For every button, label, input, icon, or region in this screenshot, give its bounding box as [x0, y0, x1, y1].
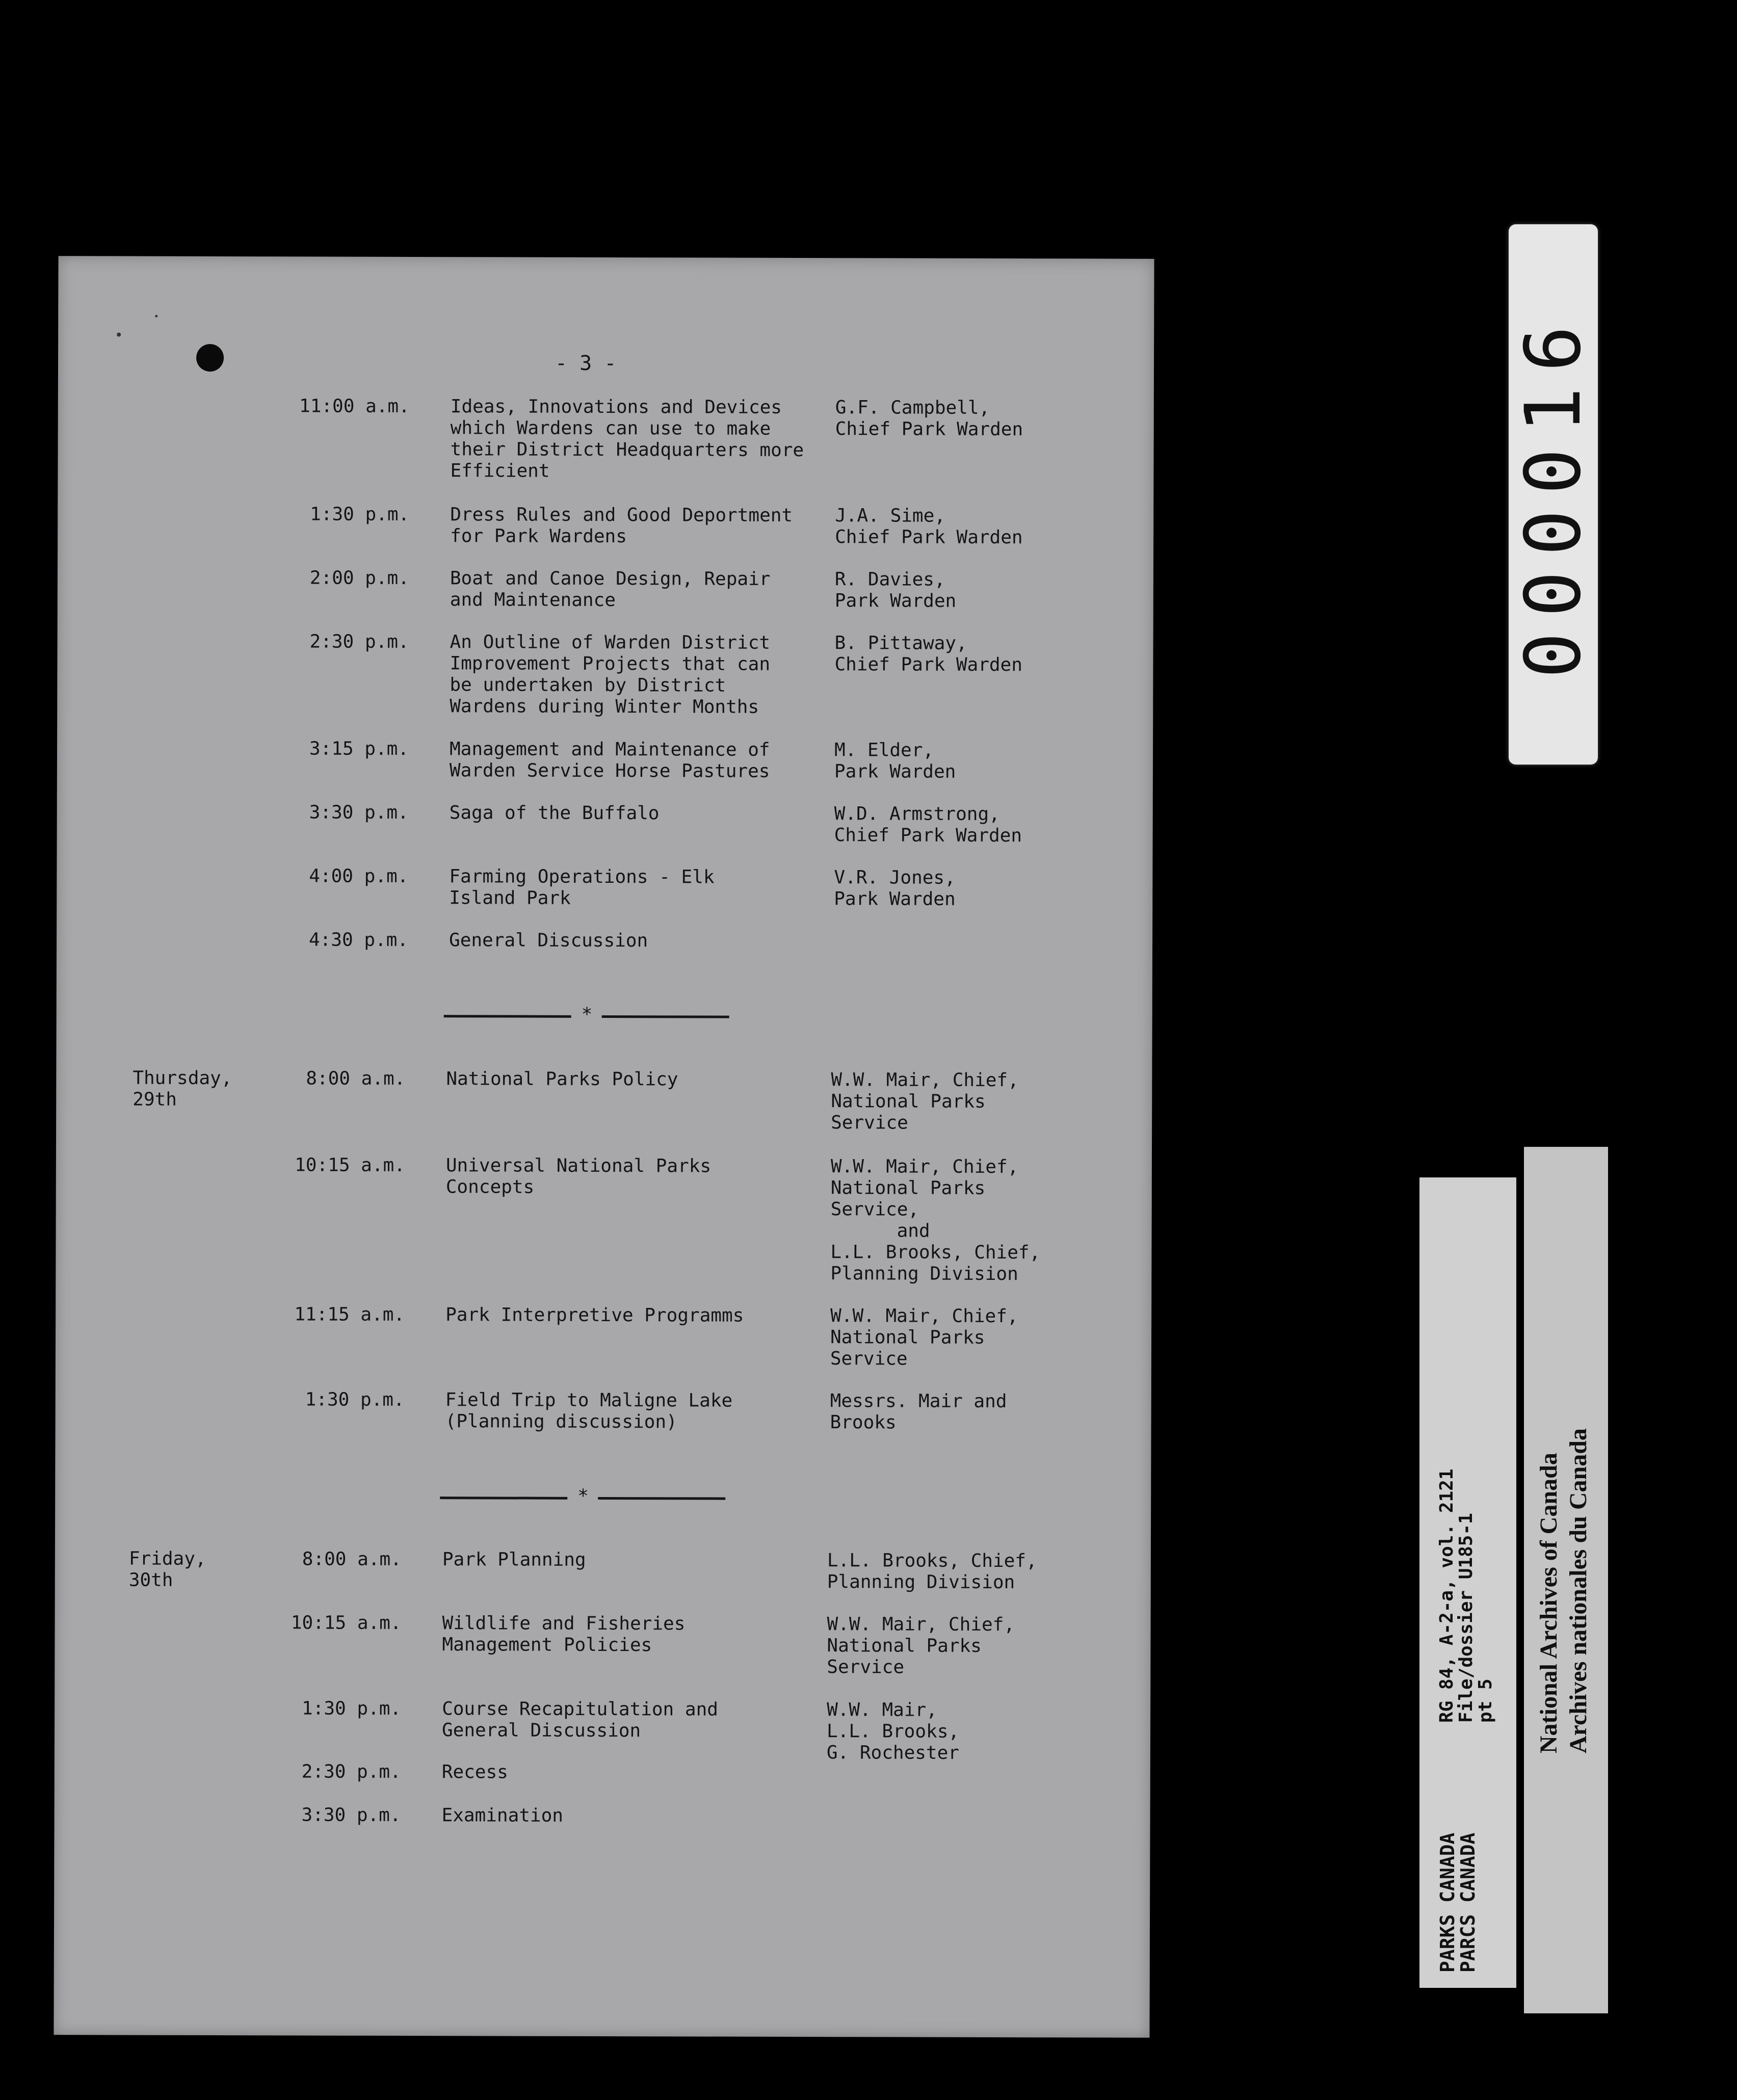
session-topic: Park Planning — [442, 1549, 586, 1570]
separator-line — [440, 1497, 567, 1500]
session-topic: Farming Operations - Elk Island Park — [449, 866, 715, 909]
session-time: 2:30 p.m. — [301, 1761, 401, 1782]
session-topic: Dress Rules and Good Deportment for Park Wardens — [450, 504, 793, 547]
session-time: 1:30 p.m. — [301, 1698, 402, 1719]
page-number: - 3 - — [555, 351, 617, 376]
session-time: 10:15 a.m. — [291, 1612, 402, 1634]
document-page — [54, 256, 1154, 2038]
agency-label: PARKS CANADA PARCS CANADA — [1436, 1832, 1479, 1973]
session-time: 2:00 p.m. — [309, 567, 409, 589]
session-topic: Park Interpretive Programms — [445, 1304, 744, 1326]
session-speaker: J.A. Sime, Chief Park Warden — [835, 505, 1023, 548]
archive-label — [1524, 1147, 1608, 2013]
archive-name: National Archives of Canada Archives nationales du Canada — [1535, 1428, 1592, 1753]
session-time: 1:30 p.m. — [305, 1389, 405, 1410]
session-time: 8:00 a.m. — [302, 1548, 402, 1570]
day-label: Thursday, 29th — [133, 1067, 232, 1110]
session-speaker: M. Elder, Park Warden — [834, 740, 956, 782]
session-speaker: W.W. Mair, Chief, National Parks Service — [830, 1305, 1018, 1370]
session-time: 11:00 a.m. — [299, 396, 410, 417]
session-speaker: G.F. Campbell, Chief Park Warden — [835, 397, 1023, 440]
session-speaker: W.W. Mair, L.L. Brooks, G. Rochester — [826, 1699, 960, 1764]
separator-line — [602, 1015, 729, 1018]
day-label: Friday, 30th — [128, 1548, 206, 1591]
schedule — [59, 256, 1154, 1826]
session-topic: Boat and Canoe Design, Repair and Maintenance — [450, 568, 771, 611]
session-speaker: W.D. Armstrong, Chief Park Warden — [834, 803, 1022, 847]
session-speaker: V.R. Jones, Park Warden — [834, 867, 956, 910]
session-speaker: B. Pittaway, Chief Park Warden — [834, 633, 1023, 676]
session-topic: Course Recapitulation and General Discussion — [441, 1698, 719, 1742]
reference-label — [1419, 1177, 1516, 1988]
session-time: 2:30 p.m. — [309, 631, 409, 652]
session-topic: Saga of the Buffalo — [449, 802, 660, 824]
session-topic: Field Trip to Maligne Lake (Planning discussion) — [445, 1389, 733, 1433]
session-topic: Ideas, Innovations and Devices which Wardens can use to make their District Headquarters more Efficient — [450, 396, 804, 482]
session-topic: General Discussion — [449, 930, 648, 952]
session-topic: Examination — [441, 1805, 564, 1826]
session-time: 3:30 p.m. — [309, 802, 409, 823]
session-time: 8:00 a.m. — [306, 1068, 406, 1089]
frame-number-sticker — [1509, 224, 1598, 765]
dust-speck — [117, 332, 121, 336]
session-time: 4:30 p.m. — [308, 929, 409, 951]
section-separator — [444, 1004, 750, 1030]
session-time: 1:30 p.m. — [310, 504, 410, 525]
session-topic: Management and Maintenance of Warden Service Horse Pastures — [449, 739, 770, 782]
session-topic: Universal National Parks Concepts — [445, 1155, 712, 1198]
session-topic: An Outline of Warden District Improvement Projects that can be undertaken by District Wardens during Winter Months — [450, 632, 771, 718]
session-time: 10:15 a.m. — [295, 1154, 405, 1176]
separator-line — [598, 1497, 725, 1500]
session-speaker: Messrs. Mair and Brooks — [830, 1390, 1007, 1433]
session-topic: Wildlife and Fisheries Management Policies — [442, 1613, 686, 1656]
separator-line — [444, 1015, 571, 1018]
session-time: 4:00 p.m. — [309, 865, 409, 887]
archive-reference: RG 84, A-2-a, vol. 2121 File/dossier U185-1 pt 5 — [1436, 1468, 1496, 1723]
session-speaker: W.W. Mair, Chief, National Parks Service — [831, 1069, 1019, 1134]
session-speaker: R. Davies, Park Warden — [834, 569, 957, 612]
session-time: 3:30 p.m. — [301, 1804, 401, 1826]
session-topic: National Parks Policy — [446, 1068, 678, 1090]
session-speaker: W.W. Mair, Chief, National Parks Service, and L.L. Brooks, Chief, Planning Division — [830, 1156, 1041, 1285]
section-separator — [440, 1485, 746, 1512]
punch-hole — [196, 344, 224, 372]
session-time: 3:15 p.m. — [309, 738, 409, 759]
session-speaker: W.W. Mair, Chief, National Parks Service — [827, 1614, 1015, 1678]
dust-speck — [155, 315, 157, 318]
session-speaker: L.L. Brooks, Chief, Planning Division — [827, 1550, 1037, 1593]
separator-asterisk: * — [581, 1004, 593, 1025]
separator-asterisk: * — [577, 1485, 589, 1507]
session-topic: Recess — [441, 1762, 508, 1783]
session-time: 11:15 a.m. — [294, 1304, 405, 1325]
frame-number: 000016 — [1509, 310, 1598, 678]
